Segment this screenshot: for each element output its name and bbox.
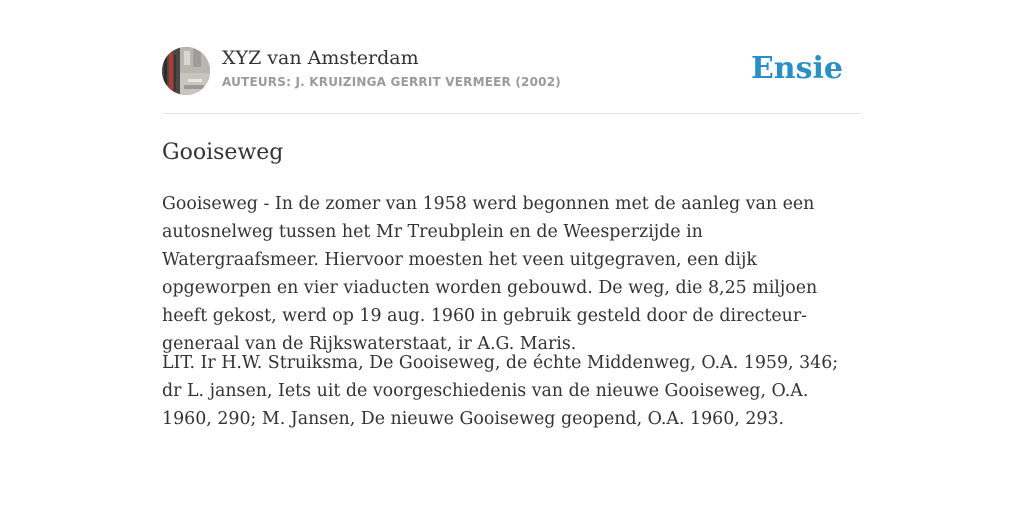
book-authors: AUTEURS: J. KRUIZINGA GERRIT VERMEER (2002) xyxy=(222,75,561,89)
book-title[interactable]: XYZ van Amsterdam xyxy=(222,47,419,69)
book-cover-image xyxy=(162,47,210,95)
header xyxy=(162,0,862,114)
entry-title: Gooiseweg xyxy=(162,140,284,165)
entry-card xyxy=(162,0,862,429)
entry-paragraph-2: LIT. Ir H.W. Struiksma, De Gooiseweg, de échte Middenweg, O.A. 1959, 346; dr L. jansen, Iets uit de voorgeschiedenis van de nieuwe Gooiseweg, O.A. 1960, 290; M. Jansen, De nieuwe Gooiseweg geopend, O.A. 1960, 293. xyxy=(162,353,839,429)
book-cover-avatar[interactable] xyxy=(162,47,210,95)
brand-logo[interactable]: Ensie xyxy=(750,51,843,86)
entry-paragraph-1: Gooiseweg - In de zomer van 1958 werd begonnen met de aanleg van een autosnelweg tussen het Mr Treubplein en de Weesperzijde in Watergraafsmeer. Hiervoor moesten het veen uitgegraven, een dijk opgeworpen en vier viaducten worden gebouwd. De weg, die 8,25 miljoen heeft gekost, werd op 19 aug. 1960 in gebruik gesteld door de directeur-generaal van de Rijkswaterstaat, ir A.G. Maris. xyxy=(162,194,818,354)
